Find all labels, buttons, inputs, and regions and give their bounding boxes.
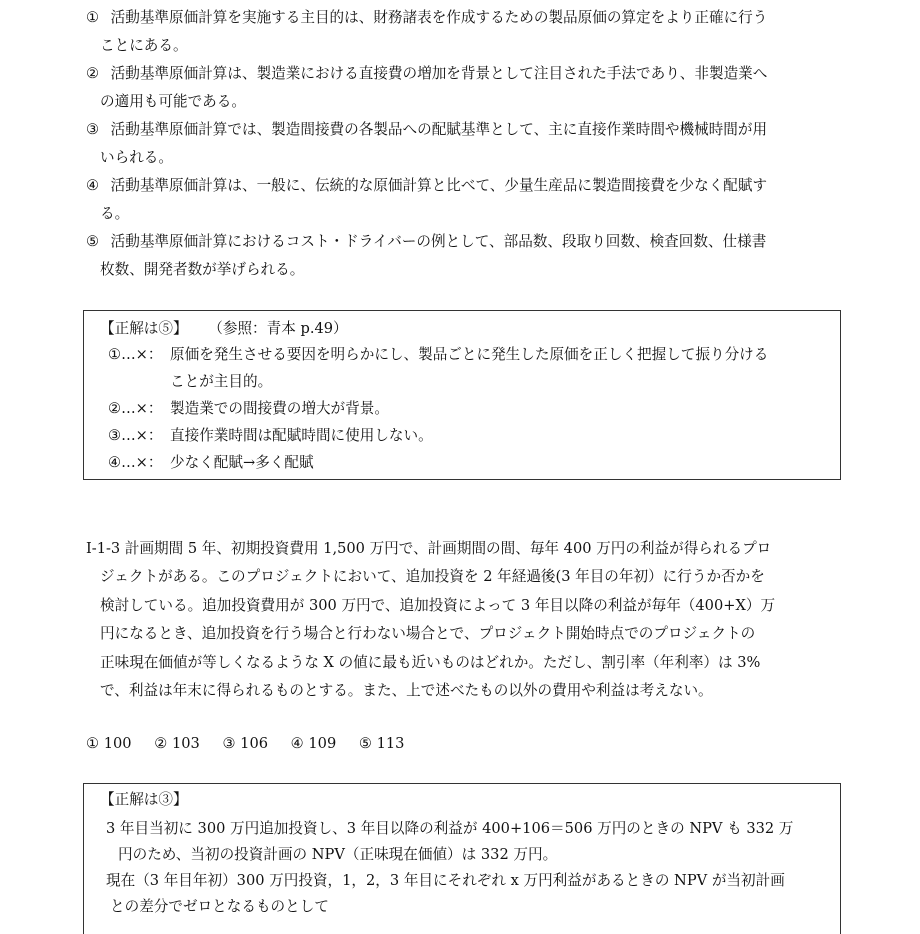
choice-1: ① 100 (86, 735, 132, 752)
question-text: 計画期間 5 年、初期投資費用 1,500 万円で、計画期間の間、毎年 400 万円の利益が得られるプロ (124, 540, 772, 557)
solution-line-1: 3 年目当初に 300 万円追加投資し、3 年目以降の利益が 400+106＝506 万円のときの NPV も 332 万 (106, 820, 794, 837)
question-line-1 (86, 535, 846, 563)
option-text-cont: の適用も可能である。 (100, 93, 246, 110)
option-number: ③ (86, 121, 100, 138)
reference-label: （参照：青本 p.49） (215, 320, 348, 337)
option-text: 活動基準原価計算は、一般に、伝統的な原価計算と比べて、少量生産品に製造間接費を少なく配賦す (110, 177, 768, 194)
question-block (86, 535, 846, 705)
answer-label: 【正解は⑤】 (100, 320, 188, 337)
explanation-label: ④…×： (108, 454, 163, 471)
answer-heading (100, 319, 348, 339)
explanation-text: 製造業での間接費の増大が背景。 (170, 400, 389, 417)
question-line-2: ジェクトがある。このプロジェクトにおいて、追加投資を 2 年経過後(3 年目の年初）に行うか否かを (100, 568, 765, 586)
explanation-text: 原価を発生させる要因を明らかにし、製品ごとに発生した原価を正しく把握して振り分ける (170, 346, 769, 363)
explanation-row-1-cont: ことが主目的。 (170, 373, 273, 390)
option-text-cont: る。 (100, 205, 130, 222)
option-5 (86, 228, 846, 284)
answer-box-1 (83, 310, 841, 480)
option-3 (86, 116, 846, 172)
explanation-label: ②…×： (108, 400, 163, 417)
option-text: 活動基準原価計算を実施する主目的は、財務諸表を作成するための製品原価の算定をより正確に行う (110, 9, 768, 26)
option-text: 活動基準原価計算は、製造業における直接費の増加を背景として注目された手法であり、非製造業へ (110, 65, 768, 82)
option-number: ② (86, 65, 100, 82)
answer-box-2 (83, 783, 841, 934)
solution-line-2: 円のため、当初の投資計画の NPV（正味現在価値）は 332 万円。 (118, 846, 558, 863)
explanation-text: 直接作業時間は配賦時間に使用しない。 (170, 427, 433, 444)
question-line-5: 正味現在価値が等しくなるような X の値に最も近いものはどれか。ただし、割引率（年利率）は 3% (100, 653, 761, 671)
option-4 (86, 172, 846, 228)
choice-3: ③ 106 (222, 735, 269, 752)
choice-5: ⑤ 113 (358, 735, 405, 752)
option-text-cont: 枚数、開発者数が挙げられる。 (100, 261, 305, 278)
question-line-3: 検討している。追加投資費用が 300 万円で、追加投資によって 3 年目以降の利益が毎年（400+X）万 (100, 596, 776, 614)
question-line-6: で、利益は年末に得られるものとする。また、上で述べたもの以外の費用や利益は考えない。 (100, 682, 713, 700)
option-1 (86, 4, 846, 60)
option-text-cont: いられる。 (100, 149, 173, 166)
explanation-text: 少なく配賦→多く配賦 (170, 454, 314, 471)
explanation-label: ③…×： (108, 427, 163, 444)
solution-line-4: との差分でゼロとなるものとして (110, 898, 329, 915)
option-text: 活動基準原価計算におけるコスト・ドライバーの例として、部品数、段取り回数、検査回数、仕様書 (110, 233, 767, 250)
question-id: I-1-3 (86, 540, 121, 557)
question-line-4: 円になるとき、追加投資を行う場合と行わない場合とで、プロジェクト開始時点でのプロジェクトの (100, 625, 756, 643)
answer-choices (86, 730, 422, 758)
explanation-row-1 (108, 345, 833, 365)
option-text-cont: ことにある。 (100, 37, 188, 54)
explanation-row-4 (108, 453, 833, 473)
explanation-row-3 (108, 426, 833, 446)
option-number: ⑤ (86, 233, 100, 250)
option-2 (86, 60, 846, 116)
option-number: ① (86, 9, 100, 26)
option-number: ④ (86, 177, 100, 194)
option-text: 活動基準原価計算では、製造間接費の各製品への配賦基準として、主に直接作業時間や機械時間が用 (110, 121, 768, 138)
solution-line-3: 現在（3 年目年初）300 万円投資，1，2，3 年目にそれぞれ x 万円利益があるときの NPV が当初計画 (106, 872, 785, 889)
answer-heading: 【正解は③】 (100, 791, 188, 808)
explanation-row-2 (108, 399, 833, 419)
explanation-label: ①…×： (108, 346, 163, 363)
choice-2: ② 103 (154, 735, 200, 752)
choice-4: ④ 109 (290, 735, 337, 752)
